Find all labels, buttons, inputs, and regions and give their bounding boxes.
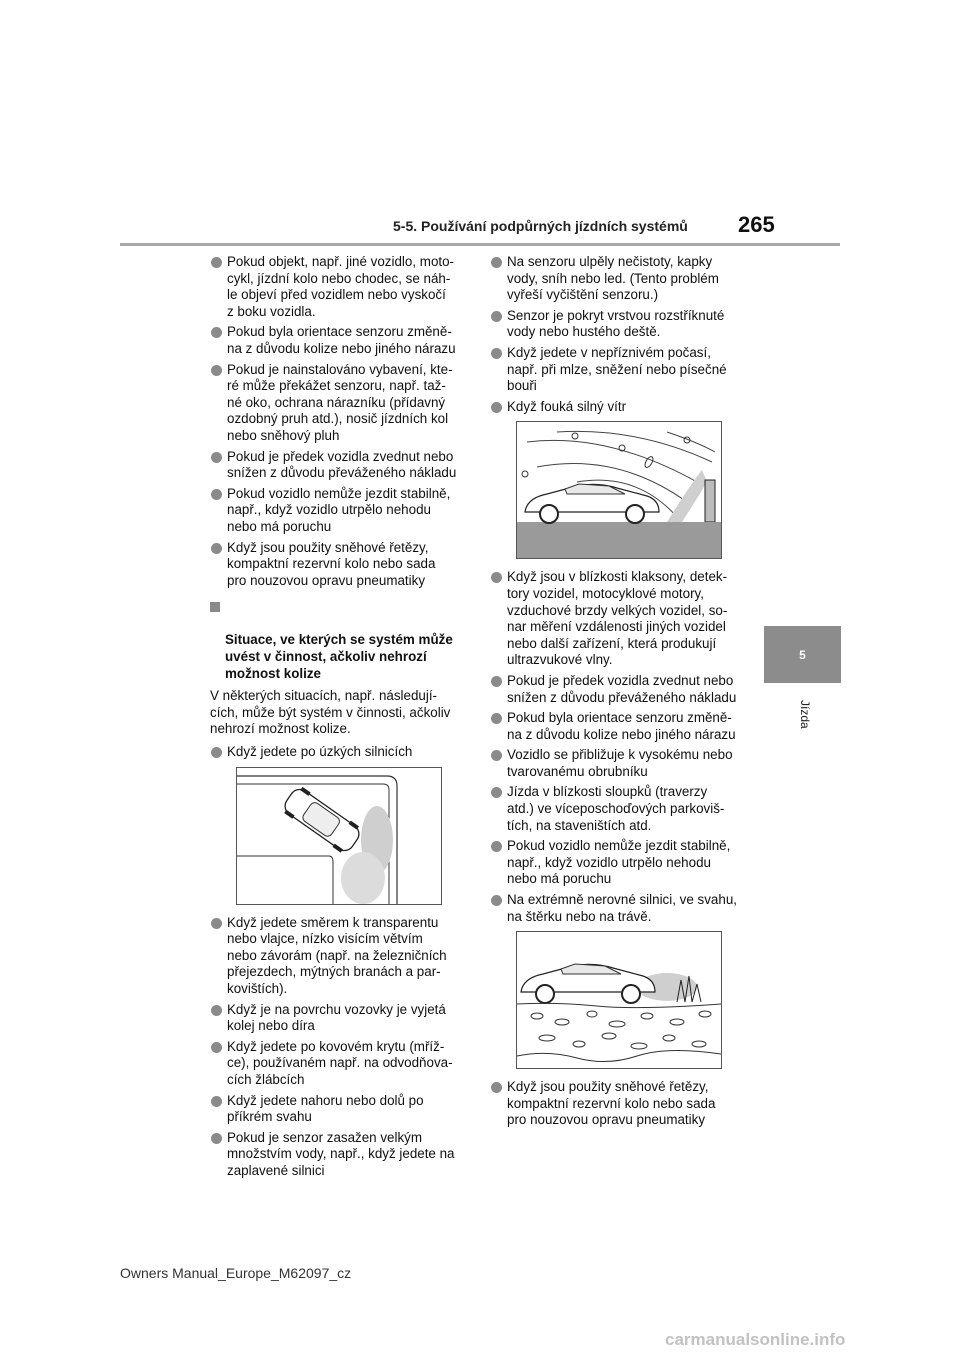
bullet-item <box>490 399 754 416</box>
bullet-text: Když jsou použity sněhové řetězy, kompaktní rezervní kolo nebo sada pro nouzovou opravu pneumatiky <box>507 1079 716 1128</box>
bullet-text: Pokud byla orientace senzoru změně- na z důvodu kolize nebo jiného nárazu <box>227 324 456 356</box>
bullet-item <box>210 744 478 761</box>
bullet-dot-icon <box>211 257 222 268</box>
bullet-text: Když jedete v nepříznivém počasí, např. při mlze, sněžení nebo písečné bouři <box>507 344 727 394</box>
right-bullet-list-a <box>490 254 754 415</box>
rough-terrain-illustration <box>516 931 722 1069</box>
bullet-item <box>210 1039 478 1089</box>
bullet-dot-icon <box>491 841 502 852</box>
bullet-text: Pokud vozidlo nemůže jezdit stabilně, např., když vozidlo utrpělo nehodu nebo má poruchu <box>507 838 731 887</box>
bullet-text: Když fouká silný vítr <box>507 398 627 414</box>
bullet-item <box>490 710 754 743</box>
bullet-item <box>210 1002 478 1035</box>
bullet-item <box>210 1130 478 1180</box>
bullet-text: Pokud objekt, např. jiné vozidlo, moto- cykl, jízdní kolo nebo chodec, se náh- le objeví před vozidlem nebo vyskočí z boku vozidla. <box>227 254 455 319</box>
bullet-text: Když jedete po úzkých silnicích <box>227 744 413 760</box>
footer-document-name: Owners Manual_Europe_M62097_cz <box>120 1265 352 1281</box>
bullet-dot-icon <box>211 452 222 463</box>
left-bullet-list-b <box>210 744 478 761</box>
bullet-dot-icon <box>211 1005 222 1016</box>
bullet-item <box>490 1079 754 1129</box>
bullet-dot-icon <box>211 1133 222 1144</box>
bullet-item <box>210 449 478 482</box>
bullet-dot-icon <box>491 572 502 583</box>
narrow-road-illustration <box>236 767 442 905</box>
section-title: 5-5. Používání podpůrných jízdních systémů <box>393 218 688 234</box>
left-bullet-list-a <box>210 254 478 589</box>
bullet-dot-icon <box>491 713 502 724</box>
bullet-item <box>490 569 754 669</box>
bullet-dot-icon <box>491 895 502 906</box>
bullet-text: Senzor je pokryt vrstvou rozstříknuté vody nebo hustého deště. <box>507 307 725 340</box>
bullet-text: Pokud byla orientace senzoru změně- na z důvodu kolize nebo jiného nárazu <box>507 710 736 742</box>
bullet-dot-icon <box>211 1096 222 1107</box>
bullet-item <box>490 308 754 341</box>
bullet-text: Pokud je předek vozidla zvednut nebo snížen z důvodu převáženého nákladu <box>507 672 737 705</box>
bullet-text: Pokud je nainstalováno vybavení, kte- ré může překážet senzoru, např. taž- né oko, ochrana nárazníku (přídavný ozdobný pruh atd.), nosič jízdních kol nebo sněhový pluh <box>227 361 453 443</box>
bullet-item <box>210 324 478 357</box>
watermark: carmanualsonline.info <box>665 1330 846 1349</box>
bullet-item <box>490 784 754 834</box>
right-bullet-list-b <box>490 569 754 925</box>
bullet-dot-icon <box>491 311 502 322</box>
bullet-text: Jízda v blízkosti sloupků (traverzy atd.) ve víceposchoďových parkoviš- tích, na staveništích atd. <box>507 784 725 833</box>
left-bullet-list-c <box>210 915 478 1180</box>
bullet-item <box>210 486 478 536</box>
bullet-dot-icon <box>211 1042 222 1053</box>
left-column <box>210 254 478 1184</box>
bullet-text: Vozidlo se přibližuje k vysokému nebo tvarovanému obrubníku <box>507 747 733 779</box>
bullet-text: Když jedete směrem k transparentu nebo vlajce, nízko visícím větvím nebo závorám (např. na železničních přejezdech, mýtných branách a par- kovištích). <box>227 914 447 996</box>
bullet-item <box>490 673 754 706</box>
right-column <box>490 254 754 1133</box>
bullet-dot-icon <box>491 402 502 413</box>
bullet-item <box>210 254 478 320</box>
bullet-dot-icon <box>211 543 222 554</box>
header-divider <box>120 243 840 246</box>
bullet-text: Pokud je senzor zasažen velkým množstvím vody, např., když jedete na zaplavené silnici <box>227 1129 455 1178</box>
bullet-dot-icon <box>491 787 502 798</box>
bullet-text: Pokud vozidlo nemůže jezdit stabilně, např., když vozidlo utrpělo nehodu nebo má poruchu <box>227 485 451 534</box>
bullet-item <box>490 892 754 925</box>
bullet-text: Když jedete po kovovém krytu (mříž- ce), používaném např. na odvodňova- cích žlábcích <box>227 1038 453 1087</box>
chapter-label: Jízda <box>798 700 812 729</box>
bullet-item <box>210 915 478 998</box>
chapter-number: 5 <box>799 647 806 662</box>
bullet-item <box>210 362 478 445</box>
bullet-text: Na senzoru ulpěly nečistoty, kapky vody, sníh nebo led. (Tento problém vyřeší vyčištění senzoru.) <box>507 254 719 303</box>
bullet-text: Pokud je předek vozidla zvednut nebo snížen z důvodu převáženého nákladu <box>227 448 457 481</box>
bullet-dot-icon <box>211 489 222 500</box>
bullet-text: Když jsou použity sněhové řetězy, kompaktní rezervní kolo nebo sada pro nouzovou opravu pneumatiky <box>227 539 436 588</box>
bullet-dot-icon <box>491 257 502 268</box>
strong-wind-illustration <box>516 421 722 559</box>
intro-paragraph: V některých situacích, např. následují- cích, může být systém v činnosti, ačkoliv nehrozí možnost kolize. <box>210 688 451 737</box>
bullet-item <box>490 254 754 304</box>
page-number: 265 <box>738 212 775 237</box>
bullet-dot-icon <box>491 348 502 359</box>
bullet-text: Na extrémně nerovné silnici, ve svahu, na štěrku nebo na trávě. <box>507 892 737 924</box>
bullet-dot-icon <box>211 918 222 929</box>
square-bullet-icon <box>210 602 220 612</box>
bullet-text: Když je na povrchu vozovky je vyjetá kolej nebo díra <box>227 1001 446 1034</box>
bullet-dot-icon <box>491 676 502 687</box>
bullet-dot-icon <box>211 365 222 376</box>
bullet-dot-icon <box>491 750 502 761</box>
bullet-dot-icon <box>491 1082 502 1093</box>
subheading <box>210 599 478 682</box>
bullet-dot-icon <box>211 327 222 338</box>
bullet-item <box>490 838 754 888</box>
bullet-item <box>490 747 754 780</box>
bullet-item <box>210 1093 478 1126</box>
bullet-text: Když jedete nahoru nebo dolů po příkrém svahu <box>227 1092 424 1125</box>
bullet-item <box>210 540 478 590</box>
bullet-dot-icon <box>211 747 222 758</box>
bullet-item <box>490 345 754 395</box>
subheading-text: Situace, ve kterých se systém může uvést v činnost, ačkoliv nehrozí možnost kolize <box>225 632 453 681</box>
bullet-text: Když jsou v blízkosti klaksony, detek- tory vozidel, motocyklové motory, vzduchové brzdy velkých vozidel, so- nar měření vzdálenosti jiných vozidel nebo další zařízení, která produkují ultrazvukové vlny. <box>507 569 728 668</box>
chapter-tab[interactable] <box>764 626 841 683</box>
right-bullet-list-c <box>490 1079 754 1129</box>
